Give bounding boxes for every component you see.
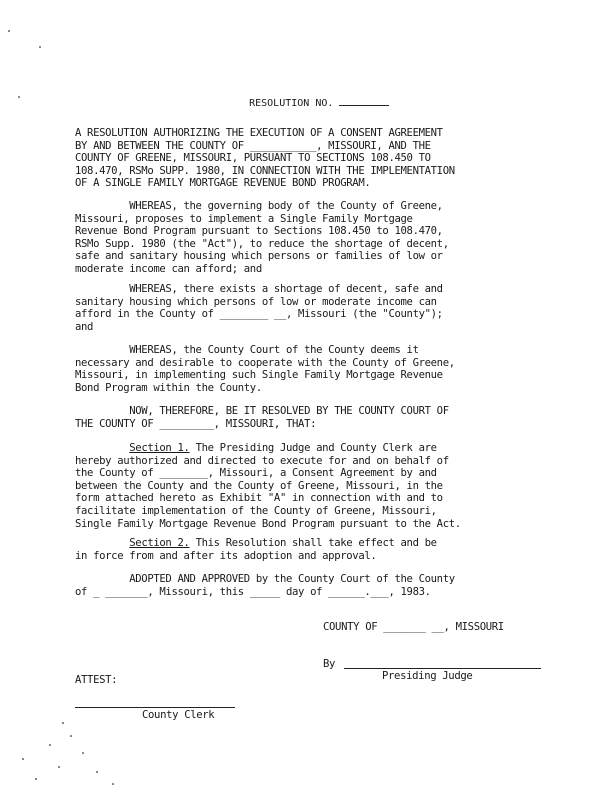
section-2-heading: Section 2. — [129, 537, 190, 549]
scan-speck — [22, 758, 24, 760]
whereas-line: Missouri, proposes to implement a Single Family Mortgage — [75, 212, 413, 225]
whereas-line: safe and sanitary housing which persons or families of low or — [75, 250, 443, 263]
scan-speck — [49, 744, 51, 746]
section-1-first-line-text: The Presiding Judge and County Clerk are — [189, 442, 437, 454]
whereas-line: Revenue Bond Program pursuant to Sections 108.450 to 108.470, — [75, 225, 443, 238]
resolved-line: NOW, THEREFORE, BE IT RESOLVED BY THE COUNTY COURT OF — [75, 405, 449, 417]
scan-speck — [8, 30, 10, 32]
whereas-line: Missouri, in implementing such Single Family Mortgage Revenue — [75, 369, 443, 382]
whereas-line: WHEREAS, the County Court of the County deems it — [75, 344, 419, 356]
county-clerk-label: County Clerk — [142, 709, 215, 721]
presiding-judge-label: Presiding Judge — [382, 670, 473, 682]
section-1-line: form attached hereto as Exhibit "A" in connection with and to — [75, 492, 443, 505]
adopted-line: of _ _______, Missouri, this _____ day of ______.___, 1983. — [75, 585, 431, 598]
section-2-first-line — [75, 537, 437, 550]
preamble-line: A RESOLUTION AUTHORIZING THE EXECUTION OF A CONSENT AGREEMENT — [75, 127, 443, 139]
adopted-line: ADOPTED AND APPROVED by the County Court of the County — [75, 573, 455, 585]
county-clerk-signature-line — [75, 707, 235, 708]
resolved-line: THE COUNTY OF _________, MISSOURI, THAT: — [75, 417, 317, 430]
scan-speck — [35, 778, 37, 780]
resolution-title — [225, 85, 389, 120]
section-2-line: in force from and after its adoption and approval. — [75, 549, 377, 562]
section-1-line: the County of ________, Missouri, a Consent Agreement by and — [75, 467, 437, 480]
section-1-line: hereby authorized and directed to execute for and on behalf of — [75, 454, 449, 467]
adopted-clause — [75, 573, 455, 598]
section-1-line: facilitate implementation of the County of Greene, Missouri, — [75, 504, 437, 517]
resolution-title-text: RESOLUTION NO. — [249, 98, 334, 109]
whereas-line: WHEREAS, there exists a shortage of decent, safe and — [75, 283, 443, 295]
whereas-line: and — [75, 320, 94, 333]
preamble-line: OF A SINGLE FAMILY MORTGAGE REVENUE BOND PROGRAM. — [75, 177, 371, 190]
scan-speck — [96, 771, 98, 773]
presiding-judge-signature-line — [344, 668, 541, 669]
county-signature-line: COUNTY OF _______ __, MISSOURI — [323, 621, 504, 633]
whereas-line: afford in the County of ________ __, Missouri (the "County"); — [75, 308, 443, 321]
whereas-paragraph-1 — [75, 200, 449, 276]
section-2-first-line-text: This Resolution shall take effect and be — [189, 537, 437, 549]
scan-speck — [39, 46, 41, 48]
whereas-paragraph-3 — [75, 344, 455, 394]
whereas-line: RSMo Supp. 1980 (the "Act"), to reduce the shortage of decent, — [75, 237, 449, 250]
scan-speck — [58, 766, 60, 768]
preamble — [75, 127, 455, 190]
section-1-line: Single Family Mortgage Revenue Bond Program pursuant to the Act. — [75, 517, 461, 530]
section-1-line: between the County and the County of Greene, Missouri, in the — [75, 479, 443, 492]
whereas-line: sanitary housing which persons of low or moderate income can — [75, 295, 437, 308]
section-1-heading: Section 1. — [129, 442, 190, 454]
preamble-line: BY AND BETWEEN THE COUNTY OF ___________, MISSOURI, AND THE — [75, 139, 431, 152]
section-1 — [75, 442, 461, 530]
by-label: By — [323, 658, 336, 670]
whereas-line: Bond Program within the County. — [75, 381, 262, 394]
scan-speck — [70, 735, 72, 737]
whereas-line: moderate income can afford; and — [75, 262, 262, 275]
whereas-paragraph-2 — [75, 283, 443, 333]
resolution-number-blank — [339, 96, 389, 106]
preamble-line: 108.470, RSMo SUPP. 1980, IN CONNECTION WITH THE IMPLEMENTATION — [75, 164, 455, 177]
whereas-line: necessary and desirable to cooperate with the County of Greene, — [75, 356, 455, 369]
resolved-clause — [75, 405, 449, 430]
scan-speck — [18, 96, 20, 98]
scan-speck — [112, 783, 114, 785]
section-2 — [75, 537, 437, 562]
scan-speck — [62, 722, 64, 724]
section-1-first-line — [75, 442, 461, 455]
whereas-line: WHEREAS, the governing body of the County of Greene, — [75, 200, 443, 212]
preamble-line: COUNTY OF GREENE, MISSOURI, PURSUANT TO SECTIONS 108.450 TO — [75, 152, 431, 165]
scan-speck — [82, 752, 84, 754]
attest-label: ATTEST: — [75, 674, 118, 686]
